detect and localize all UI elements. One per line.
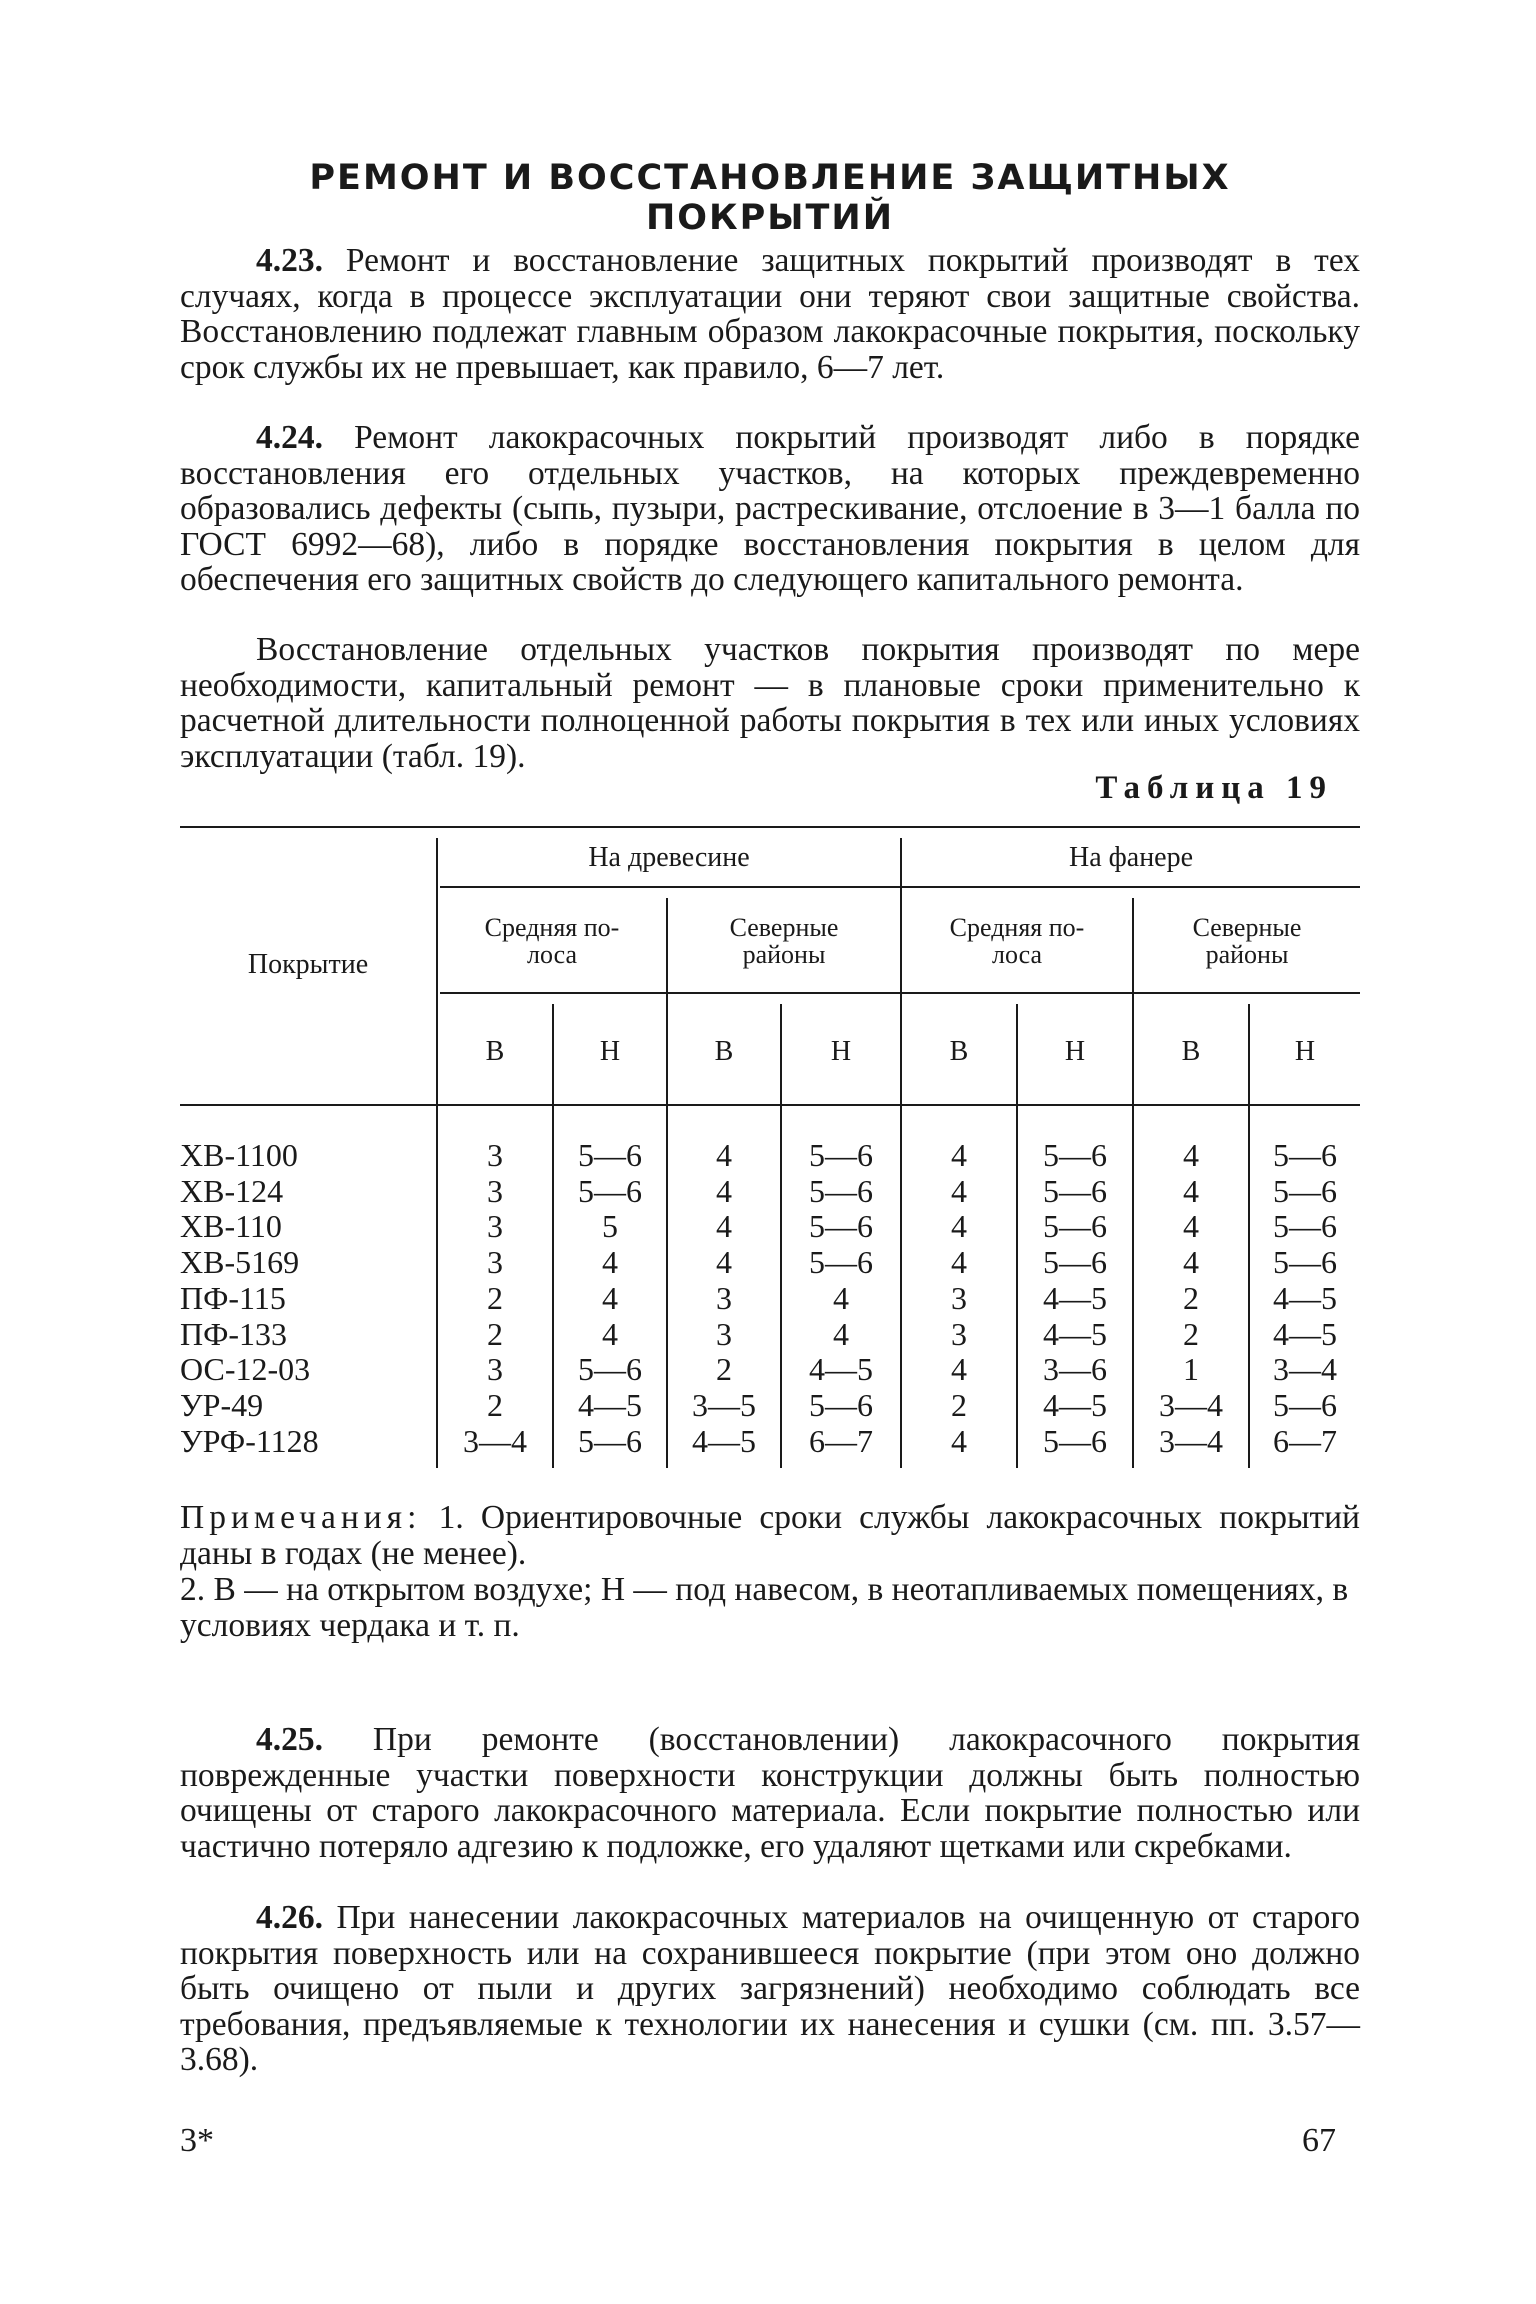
signature-mark: 3* bbox=[180, 2122, 214, 2159]
table-cell: 4 bbox=[951, 1244, 967, 1281]
header-plywood-middle: Средняя по- лоса bbox=[949, 913, 1085, 969]
table-cell: 4—5 bbox=[692, 1422, 756, 1459]
header-wood: На древесине bbox=[588, 842, 750, 873]
table-row-name: ХВ-5169 bbox=[180, 1244, 300, 1281]
table-cell: 3 bbox=[716, 1315, 732, 1352]
table-row-name: ХВ-1100 bbox=[180, 1137, 298, 1173]
table-top-rule bbox=[180, 826, 1360, 828]
table-cell: 4 bbox=[951, 1172, 967, 1209]
paragraph-text: Восстановление отдельных участков покрытия производят по мере необходимости, капитальный ремонт — в плановые сроки применительно к расчетной длительности полноценной работы покрытия в тех или иных условиях эксплуатации (табл. 19). bbox=[180, 631, 1360, 775]
table-row-name: ХВ-124 bbox=[180, 1172, 284, 1209]
table-cell: 2 bbox=[1183, 1315, 1199, 1352]
table-row-name: УРФ-1128 bbox=[180, 1422, 319, 1459]
paragraph-text: При нанесении лакокрасочных материалов на очищенную от старого покрытия поверхность или на сохранившееся покрытие (при этом оно должно быть очищено от пыли и других загрязнений) необходимо соблюдать все требования, предъявляемые к технологии их нанесения и сушки (см. пп. 3.57—3.68). bbox=[180, 1899, 1360, 2078]
table-cell: 5—6 bbox=[1043, 1137, 1107, 1173]
table-cell: 5—6 bbox=[578, 1351, 642, 1388]
paragraph-4-23 bbox=[180, 243, 1360, 385]
section-heading: РЕМОНТ И ВОССТАНОВЛЕНИЕ ЗАЩИТНЫХ ПОКРЫТИЙ bbox=[309, 158, 1231, 238]
table-cell: 3—4 bbox=[1159, 1422, 1223, 1459]
table-cell: 5—6 bbox=[578, 1422, 642, 1459]
table-cell: 2 bbox=[951, 1386, 967, 1423]
table-cell: 2 bbox=[1183, 1279, 1199, 1316]
table-cell: 1 bbox=[1183, 1351, 1199, 1388]
header-b-4: В bbox=[1181, 1036, 1201, 1067]
table-cell: 5—6 bbox=[1043, 1208, 1107, 1245]
table-cell: 4 bbox=[1183, 1137, 1199, 1173]
table-cell: 5 bbox=[602, 1208, 618, 1245]
table-cell: 3 bbox=[487, 1244, 503, 1281]
paragraph-number: 4.24. bbox=[256, 419, 323, 456]
table-cell: 3 bbox=[487, 1351, 503, 1388]
paragraph-text: Ремонт лакокрасочных покрытий производят либо в порядке восстановления его отдельных участков, на которых преждевременно образовались дефекты (сыпь, пузыри, растрескивание, отслоение в 3—1 балла по ГОСТ 6992—68), либо в порядке восстановления покрытия в целом для обеспечения его защитных свойств до следующего капитального ремонта. bbox=[180, 419, 1360, 598]
header-bottom-rule bbox=[180, 1104, 1360, 1106]
paragraph-4-26 bbox=[180, 1900, 1360, 2078]
table-cell: 5—6 bbox=[809, 1244, 873, 1281]
table-cell: 3—4 bbox=[463, 1422, 527, 1459]
page-number: 67 bbox=[1302, 2122, 1336, 2159]
table-cell: 3 bbox=[487, 1137, 503, 1173]
paragraph-number: 4.23. bbox=[256, 242, 323, 279]
paragraph-4-25 bbox=[180, 1722, 1360, 1864]
table-row-name: ПФ-133 bbox=[180, 1315, 288, 1352]
table-cell: 4 bbox=[1183, 1172, 1199, 1209]
column-wood-middle-b bbox=[438, 1138, 552, 1459]
table-cell: 5—6 bbox=[1273, 1172, 1337, 1209]
table-cell: 4 bbox=[716, 1208, 732, 1245]
header-n-3: Н bbox=[1064, 1036, 1086, 1067]
table-cell: 3 bbox=[487, 1208, 503, 1245]
table-cell: 4 bbox=[602, 1279, 618, 1316]
header-b-2: В bbox=[714, 1036, 734, 1067]
header-n-2: Н bbox=[830, 1036, 852, 1067]
table-19 bbox=[180, 826, 1360, 1484]
table-cell: 4—5 bbox=[1273, 1279, 1337, 1316]
column-wood-north-n bbox=[782, 1138, 900, 1459]
table-cell: 5—6 bbox=[809, 1386, 873, 1423]
table-cell: 5—6 bbox=[809, 1137, 873, 1173]
paragraph-text: Ремонт и восстановление защитных покрытий производят в тех случаях, когда в процессе эксплуатации они теряют свои защитные свойства. Восстановлению подлежат главным образом лакокрасочные покрытия, поскольку срок службы их не превышает, как правило, 6—7 лет. bbox=[180, 242, 1360, 386]
column-wood-middle-n bbox=[554, 1138, 666, 1459]
table-cell: 4 bbox=[951, 1422, 967, 1459]
table-cell: 3—5 bbox=[692, 1386, 756, 1423]
table-cell: 2 bbox=[487, 1386, 503, 1423]
table-cell: 4—5 bbox=[809, 1351, 873, 1388]
table-cell: 5—6 bbox=[1043, 1422, 1107, 1459]
column-plywood-north-n bbox=[1250, 1138, 1360, 1459]
column-plywood-middle-n bbox=[1018, 1138, 1132, 1459]
header-coating: Покрытие bbox=[247, 949, 369, 980]
table-cell: 4 bbox=[1183, 1244, 1199, 1281]
paragraph-text: При ремонте (восстановлении) лакокрасочного покрытия поврежденные участки поверхности конструкции должны быть полностью очищены от старого лакокрасочного материала. Если покрытие полностью или частично потеряло адгезию к подложке, его удаляют щетками или скребками. bbox=[180, 1721, 1360, 1865]
table-row-name: ПФ-115 bbox=[180, 1279, 286, 1316]
header-plywood-north: Северные районы bbox=[1192, 913, 1302, 969]
paragraph-number: 4.26. bbox=[256, 1899, 323, 1936]
table-cell: 5—6 bbox=[1043, 1244, 1107, 1281]
table-cell: 4 bbox=[951, 1351, 967, 1388]
table-note-1 bbox=[180, 1500, 1360, 1571]
header-plywood: На фанере bbox=[1068, 842, 1194, 873]
table-cell: 3—4 bbox=[1273, 1351, 1337, 1388]
note-2-text: 2. В — на открытом воздухе; Н — под навесом, в неотапливаемых помещениях, в условиях чердака и т. п. bbox=[180, 1571, 1349, 1644]
paragraph-number: 4.25. bbox=[256, 1721, 323, 1758]
paragraph-4-24 bbox=[180, 420, 1360, 598]
table-cell: 3 bbox=[951, 1315, 967, 1352]
table-cell: 5—6 bbox=[1043, 1172, 1107, 1209]
table-cell: 4 bbox=[951, 1208, 967, 1245]
table-cell: 5—6 bbox=[1273, 1137, 1337, 1173]
table-cell: 6—7 bbox=[809, 1422, 873, 1459]
paragraph-restoration bbox=[180, 632, 1360, 774]
table-cell: 5—6 bbox=[578, 1137, 642, 1173]
table-row-name: ОС-12-03 bbox=[180, 1351, 311, 1388]
table-cell: 3—6 bbox=[1043, 1351, 1107, 1388]
table-cell: 4 bbox=[602, 1244, 618, 1281]
header-n-4: Н bbox=[1294, 1036, 1316, 1067]
note-1-text: 1. Ориентировочные сроки службы лакокрасочных покрытий даны в годах (не менее). bbox=[180, 1499, 1360, 1572]
table-cell: 3—4 bbox=[1159, 1386, 1223, 1423]
table-cell: 3 bbox=[951, 1279, 967, 1316]
table-row-name: УР-49 bbox=[180, 1386, 264, 1423]
table-cell: 4 bbox=[1183, 1208, 1199, 1245]
table-cell: 6—7 bbox=[1273, 1422, 1337, 1459]
header-wood-north: Северные районы bbox=[729, 913, 839, 969]
table-cell: 4—5 bbox=[578, 1386, 642, 1423]
table-cell: 5—6 bbox=[809, 1172, 873, 1209]
table-cell: 4—5 bbox=[1043, 1315, 1107, 1352]
table-cell: 3 bbox=[487, 1172, 503, 1209]
table-cell: 2 bbox=[716, 1351, 732, 1388]
header-b-3: В bbox=[949, 1036, 969, 1067]
table-cell: 2 bbox=[487, 1315, 503, 1352]
table-cell: 4 bbox=[716, 1172, 732, 1209]
header-wood-middle: Средняя по- лоса bbox=[484, 913, 620, 969]
table-cell: 4—5 bbox=[1043, 1386, 1107, 1423]
table-caption: Таблица 19 bbox=[1095, 770, 1333, 806]
table-cell: 3 bbox=[716, 1279, 732, 1316]
table-cell: 5—6 bbox=[809, 1208, 873, 1245]
table-note-2 bbox=[180, 1572, 1360, 1643]
table-cell: 5—6 bbox=[1273, 1386, 1337, 1423]
table-cell: 4 bbox=[833, 1279, 849, 1316]
table-cell: 4 bbox=[716, 1244, 732, 1281]
column-coating-names bbox=[180, 1138, 436, 1459]
table-cell: 5—6 bbox=[578, 1172, 642, 1209]
table-cell: 4 bbox=[833, 1315, 849, 1352]
table-cell: 2 bbox=[487, 1279, 503, 1316]
table-row-name: ХВ-110 bbox=[180, 1208, 282, 1245]
header-b-1: В bbox=[485, 1036, 505, 1067]
header-n-1: Н bbox=[599, 1036, 621, 1067]
column-plywood-north-b bbox=[1134, 1138, 1248, 1459]
table-cell: 4 bbox=[716, 1137, 732, 1173]
table-cell: 4—5 bbox=[1273, 1315, 1337, 1352]
table-cell: 5—6 bbox=[1273, 1208, 1337, 1245]
column-plywood-middle-b bbox=[902, 1138, 1016, 1459]
table-cell: 4—5 bbox=[1043, 1279, 1107, 1316]
column-wood-north-b bbox=[668, 1138, 780, 1459]
table-cell: 5—6 bbox=[1273, 1244, 1337, 1281]
table-cell: 4 bbox=[951, 1137, 967, 1173]
table-cell: 4 bbox=[602, 1315, 618, 1352]
notes-label: Примечания: bbox=[180, 1499, 422, 1536]
